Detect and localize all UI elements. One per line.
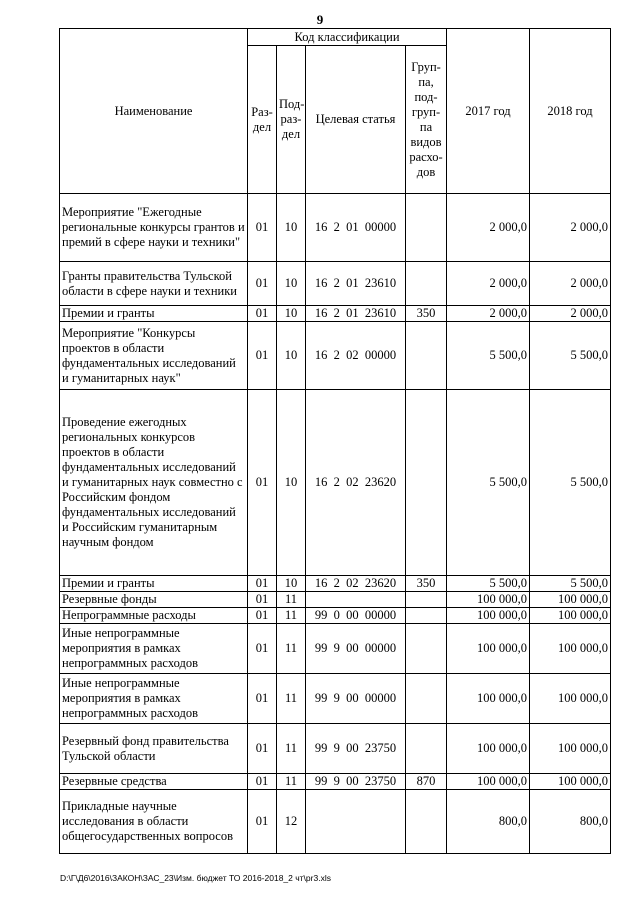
row-amount-2017: 100 000,0 xyxy=(447,624,530,674)
row-subsection: 10 xyxy=(277,194,306,262)
row-subsection: 10 xyxy=(277,262,306,306)
row-target-article: 99 9 00 23750 xyxy=(306,774,406,790)
row-name: Непрограммные расходы xyxy=(60,608,248,624)
row-subsection: 10 xyxy=(277,576,306,592)
row-name: Резервный фонд правительства Тульской области xyxy=(60,724,248,774)
row-amount-2018: 5 500,0 xyxy=(530,576,611,592)
header-year-2017: 2017 год xyxy=(447,29,530,194)
row-subsection: 11 xyxy=(277,592,306,608)
row-section: 01 xyxy=(248,390,277,576)
row-amount-2017: 2 000,0 xyxy=(447,306,530,322)
row-section: 01 xyxy=(248,790,277,854)
row-name: Резервные фонды xyxy=(60,592,248,608)
table-row xyxy=(60,576,611,592)
row-expense-group xyxy=(406,390,447,576)
row-subsection: 11 xyxy=(277,674,306,724)
row-subsection: 11 xyxy=(277,724,306,774)
row-amount-2018: 5 500,0 xyxy=(530,390,611,576)
row-expense-group xyxy=(406,674,447,724)
row-name: Проведение ежегодных региональных конкурсов проектов в области фундаментальных исследований и гуманитарных наук совместно с Российским фондом фундаментальных исследований и Российским гуманитарным научным фондом xyxy=(60,390,248,576)
row-expense-group xyxy=(406,262,447,306)
row-subsection: 11 xyxy=(277,774,306,790)
row-expense-group xyxy=(406,790,447,854)
budget-table xyxy=(59,28,611,854)
table-row xyxy=(60,790,611,854)
row-expense-group xyxy=(406,624,447,674)
row-subsection: 11 xyxy=(277,608,306,624)
header-subsection: Под- раз- дел xyxy=(277,46,306,194)
row-section: 01 xyxy=(248,576,277,592)
row-amount-2017: 5 500,0 xyxy=(447,322,530,390)
row-amount-2018: 2 000,0 xyxy=(530,306,611,322)
row-amount-2018: 800,0 xyxy=(530,790,611,854)
header-section: Раз- дел xyxy=(248,46,277,194)
row-section: 01 xyxy=(248,608,277,624)
table-row xyxy=(60,262,611,306)
row-name: Премии и гранты xyxy=(60,306,248,322)
table-row xyxy=(60,624,611,674)
row-amount-2017: 5 500,0 xyxy=(447,576,530,592)
row-amount-2018: 5 500,0 xyxy=(530,322,611,390)
row-subsection: 10 xyxy=(277,322,306,390)
row-amount-2017: 100 000,0 xyxy=(447,774,530,790)
table-row xyxy=(60,390,611,576)
row-subsection: 10 xyxy=(277,390,306,576)
row-target-article: 16 2 01 00000 xyxy=(306,194,406,262)
row-amount-2018: 100 000,0 xyxy=(530,724,611,774)
row-expense-group xyxy=(406,194,447,262)
row-amount-2017: 100 000,0 xyxy=(447,674,530,724)
header-year-2018: 2018 год xyxy=(530,29,611,194)
row-expense-group xyxy=(406,724,447,774)
row-amount-2017: 100 000,0 xyxy=(447,592,530,608)
table-row xyxy=(60,674,611,724)
row-amount-2018: 100 000,0 xyxy=(530,608,611,624)
row-amount-2018: 2 000,0 xyxy=(530,262,611,306)
row-section: 01 xyxy=(248,306,277,322)
table-row xyxy=(60,592,611,608)
row-section: 01 xyxy=(248,674,277,724)
row-subsection: 11 xyxy=(277,624,306,674)
row-expense-group xyxy=(406,592,447,608)
row-section: 01 xyxy=(248,774,277,790)
row-amount-2017: 800,0 xyxy=(447,790,530,854)
row-amount-2017: 100 000,0 xyxy=(447,724,530,774)
table-row xyxy=(60,608,611,624)
row-section: 01 xyxy=(248,194,277,262)
row-amount-2018: 100 000,0 xyxy=(530,624,611,674)
table-row xyxy=(60,194,611,262)
row-target-article: 16 2 02 23620 xyxy=(306,576,406,592)
row-target-article xyxy=(306,592,406,608)
row-name: Гранты правительства Тульской области в сфере науки и техники xyxy=(60,262,248,306)
row-amount-2017: 100 000,0 xyxy=(447,608,530,624)
row-expense-group xyxy=(406,608,447,624)
row-amount-2017: 2 000,0 xyxy=(447,262,530,306)
table-row xyxy=(60,322,611,390)
row-target-article: 16 2 02 23620 xyxy=(306,390,406,576)
header-name: Наименование xyxy=(60,29,248,194)
row-name: Мероприятие "Конкурсы проектов в области фундаментальных исследований и гуманитарных наук" xyxy=(60,322,248,390)
row-expense-group xyxy=(406,322,447,390)
row-target-article: 16 2 01 23610 xyxy=(306,262,406,306)
row-subsection: 12 xyxy=(277,790,306,854)
row-expense-group: 350 xyxy=(406,576,447,592)
row-section: 01 xyxy=(248,322,277,390)
row-target-article: 99 9 00 00000 xyxy=(306,624,406,674)
row-amount-2018: 100 000,0 xyxy=(530,592,611,608)
row-name: Премии и гранты xyxy=(60,576,248,592)
row-section: 01 xyxy=(248,624,277,674)
footer-file-path: D:\Г\Д6\2016\ЗАКОН\ЗАС_23\Изм. бюджет ТО 2016-2018_2 чт\pr3.xls xyxy=(60,873,331,883)
row-section: 01 xyxy=(248,592,277,608)
row-amount-2018: 100 000,0 xyxy=(530,774,611,790)
row-section: 01 xyxy=(248,724,277,774)
row-name: Прикладные научные исследования в области общегосударственных вопросов xyxy=(60,790,248,854)
table-row xyxy=(60,724,611,774)
row-target-article: 16 2 02 00000 xyxy=(306,322,406,390)
row-name: Иные непрограммные мероприятия в рамках непрограммных расходов xyxy=(60,624,248,674)
row-target-article: 16 2 01 23610 xyxy=(306,306,406,322)
table-row xyxy=(60,774,611,790)
row-amount-2018: 100 000,0 xyxy=(530,674,611,724)
header-code-group: Код классификации xyxy=(248,29,447,46)
row-name: Мероприятие "Ежегодные региональные конкурсы грантов и премий в сфере науки и техники" xyxy=(60,194,248,262)
header-expense-group: Груп- па, под- груп- па видов расхо- дов xyxy=(406,46,447,194)
row-amount-2017: 5 500,0 xyxy=(447,390,530,576)
header-target-article: Целевая статья xyxy=(306,46,406,194)
row-target-article xyxy=(306,790,406,854)
row-expense-group: 870 xyxy=(406,774,447,790)
table-row xyxy=(60,306,611,322)
row-subsection: 10 xyxy=(277,306,306,322)
row-section: 01 xyxy=(248,262,277,306)
row-name: Резервные средства xyxy=(60,774,248,790)
row-target-article: 99 9 00 00000 xyxy=(306,674,406,724)
row-amount-2017: 2 000,0 xyxy=(447,194,530,262)
row-name: Иные непрограммные мероприятия в рамках непрограммных расходов xyxy=(60,674,248,724)
row-target-article: 99 0 00 00000 xyxy=(306,608,406,624)
row-amount-2018: 2 000,0 xyxy=(530,194,611,262)
row-expense-group: 350 xyxy=(406,306,447,322)
page-number: 9 xyxy=(316,12,324,27)
row-target-article: 99 9 00 23750 xyxy=(306,724,406,774)
